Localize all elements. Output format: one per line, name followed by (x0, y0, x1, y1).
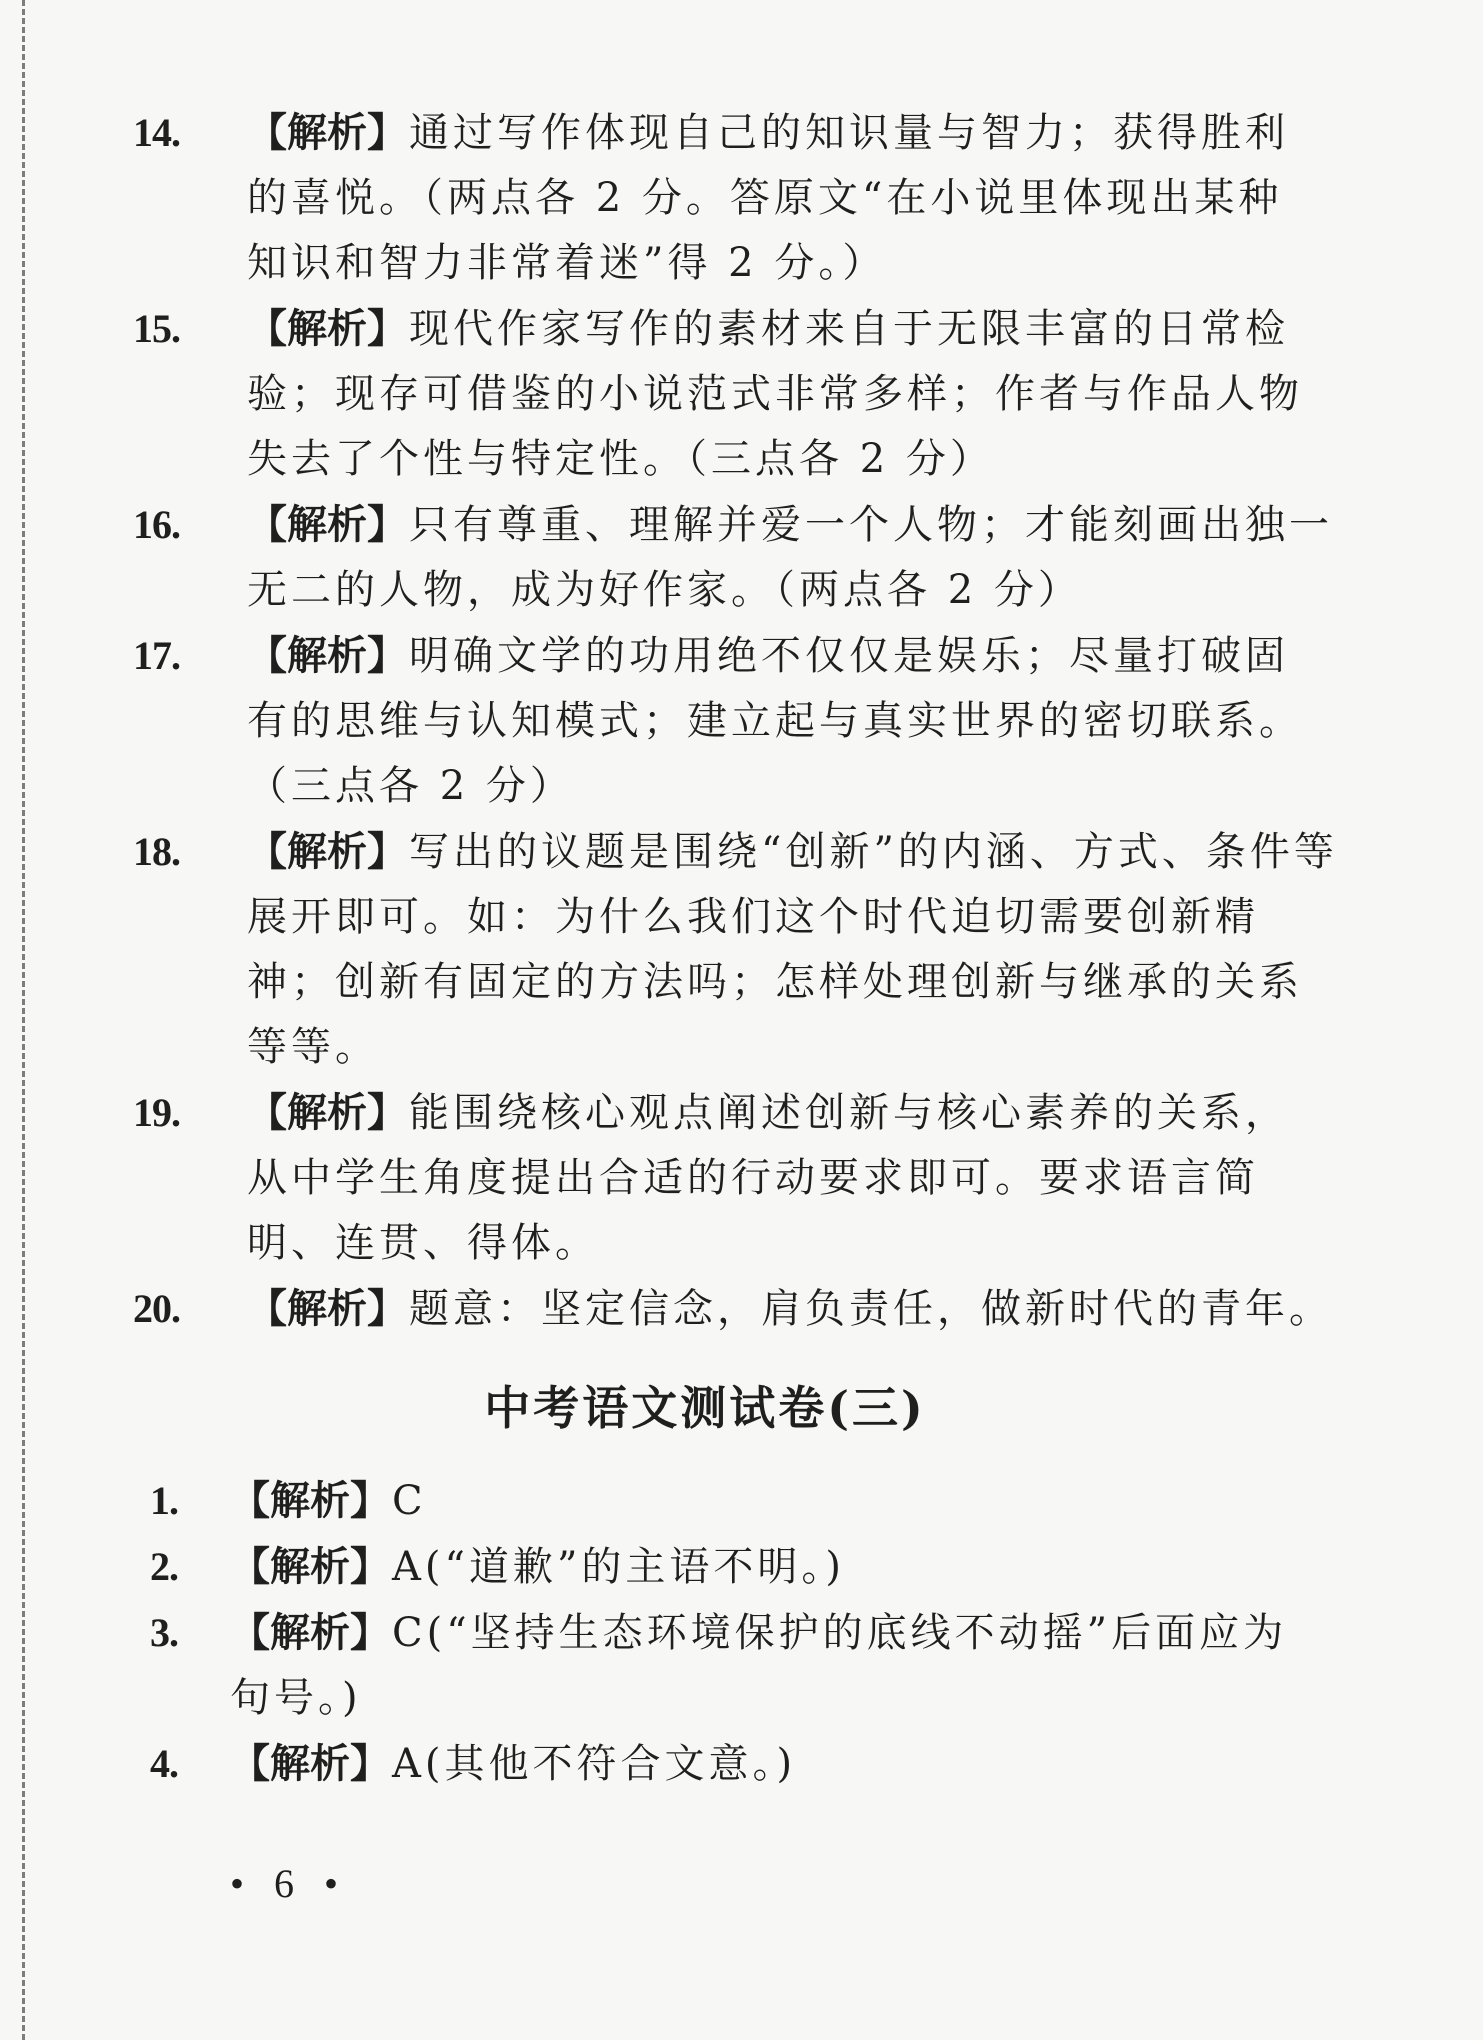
answer-line (247, 1211, 1260, 1276)
answer-text: 神；创新有固定的方法吗；怎样处理创新与继承的关系 (247, 959, 1303, 1005)
answer-line (150, 1534, 1260, 1600)
answer-text: A(“道歉”的主语不明。) (392, 1544, 845, 1590)
answer-line (247, 231, 1260, 296)
answer-number: 3. (150, 1610, 178, 1655)
page-number: • 6 • (230, 1861, 349, 1906)
answers-part-1 (133, 100, 1338, 1342)
answer-line (247, 362, 1303, 427)
answer-line (247, 950, 1303, 1015)
answer-line (133, 1080, 1289, 1146)
answer-text: C(“坚持生态环境保护的底线不动摇”后面应为 (392, 1610, 1288, 1656)
answer-number: 15. (133, 306, 180, 351)
answers-part-2 (150, 1468, 1288, 1797)
answer-line (230, 1666, 1260, 1731)
answer-line (133, 296, 1289, 362)
answer-text: 通过写作体现自己的知识量与智力；获得胜利 (409, 110, 1289, 156)
answer-text: 失去了个性与特定性。（三点各 2 分） (247, 436, 994, 482)
answer-line (247, 1015, 1260, 1080)
answer-number: 2. (150, 1544, 178, 1589)
answer-text: 验；现存可借鉴的小说范式非常多样；作者与作品人物 (247, 371, 1303, 417)
answer-item (133, 492, 1333, 623)
answer-text: 展开即可。如：为什么我们这个时代迫切需要创新精 (247, 894, 1259, 940)
analysis-tag: 【解析】 (247, 1089, 407, 1136)
answer-item (133, 296, 1303, 492)
answer-line (247, 166, 1283, 231)
answer-number: 18. (133, 829, 180, 874)
answer-text: 知识和智力非常着迷”得 2 分。） (247, 240, 887, 286)
analysis-tag: 【解析】 (230, 1543, 390, 1590)
answer-text: A(其他不符合文意。) (392, 1741, 797, 1787)
answer-text: 能围绕核心观点阐述创新与核心素养的关系， (409, 1090, 1289, 1136)
answer-line (247, 558, 1260, 623)
analysis-tag: 【解析】 (247, 501, 407, 548)
answer-text: 从中学生角度提出合适的行动要求即可。要求语言简 (247, 1155, 1259, 1201)
answer-text: 写出的议题是围绕“创新”的内涵、方式、条件等 (409, 829, 1338, 875)
answer-text: 明确文学的功用绝不仅仅是娱乐；尽量打破固 (409, 633, 1289, 679)
answer-line (247, 689, 1303, 754)
answer-number: 4. (150, 1741, 178, 1786)
answer-text: 的喜悦。（两点各 2 分。答原文“在小说里体现出某种 (247, 175, 1283, 221)
answer-item (133, 1276, 1333, 1342)
answer-text: （三点各 2 分） (247, 763, 574, 809)
page-content (133, 100, 1338, 1797)
answer-number: 17. (133, 633, 180, 678)
answer-item (150, 1468, 1260, 1534)
analysis-tag: 【解析】 (247, 1285, 407, 1332)
answer-line (247, 754, 1260, 819)
answer-line (133, 492, 1333, 558)
answer-line (133, 623, 1289, 689)
answer-line (133, 819, 1338, 885)
section-title: 中考语文测试卷(三) (484, 1381, 926, 1435)
answer-line (150, 1468, 1260, 1534)
answer-line (133, 1276, 1333, 1342)
answer-line (150, 1731, 1260, 1797)
answer-line (247, 885, 1260, 950)
answer-text: 只有尊重、理解并爱一个人物；才能刻画出独一 (409, 502, 1333, 548)
answer-text: 明、连贯、得体。 (247, 1220, 599, 1266)
analysis-tag: 【解析】 (247, 109, 407, 156)
answer-text: 等等。 (247, 1024, 379, 1070)
binding-dashed-line (22, 0, 25, 2040)
answer-line (150, 1600, 1288, 1666)
answer-text: 无二的人物，成为好作家。（两点各 2 分） (247, 567, 1082, 613)
answer-line (247, 427, 1260, 492)
analysis-tag: 【解析】 (247, 305, 407, 352)
answer-text: C (392, 1478, 427, 1524)
answer-item (133, 1080, 1289, 1276)
analysis-tag: 【解析】 (230, 1477, 390, 1524)
answer-number: 16. (133, 502, 180, 547)
answer-item (133, 100, 1289, 296)
analysis-tag: 【解析】 (230, 1609, 390, 1656)
answer-line (133, 100, 1289, 166)
answer-number: 14. (133, 110, 180, 155)
answer-number: 1. (150, 1478, 178, 1523)
answer-line (247, 1146, 1260, 1211)
analysis-tag: 【解析】 (247, 632, 407, 679)
answer-text: 题意：坚定信念，肩负责任，做新时代的青年。 (409, 1286, 1333, 1332)
answer-item (133, 623, 1303, 819)
answer-item (150, 1731, 1260, 1797)
answer-number: 19. (133, 1090, 180, 1135)
analysis-tag: 【解析】 (247, 828, 407, 875)
answer-item (150, 1600, 1288, 1731)
answer-item (150, 1534, 1260, 1600)
analysis-tag: 【解析】 (230, 1740, 390, 1787)
answer-number: 20. (133, 1286, 180, 1331)
answer-text: 现代作家写作的素材来自于无限丰富的日常检 (409, 306, 1289, 352)
answer-text: 句号。) (230, 1675, 362, 1721)
answer-item (133, 819, 1338, 1080)
answer-text: 有的思维与认知模式；建立起与真实世界的密切联系。 (247, 698, 1303, 744)
